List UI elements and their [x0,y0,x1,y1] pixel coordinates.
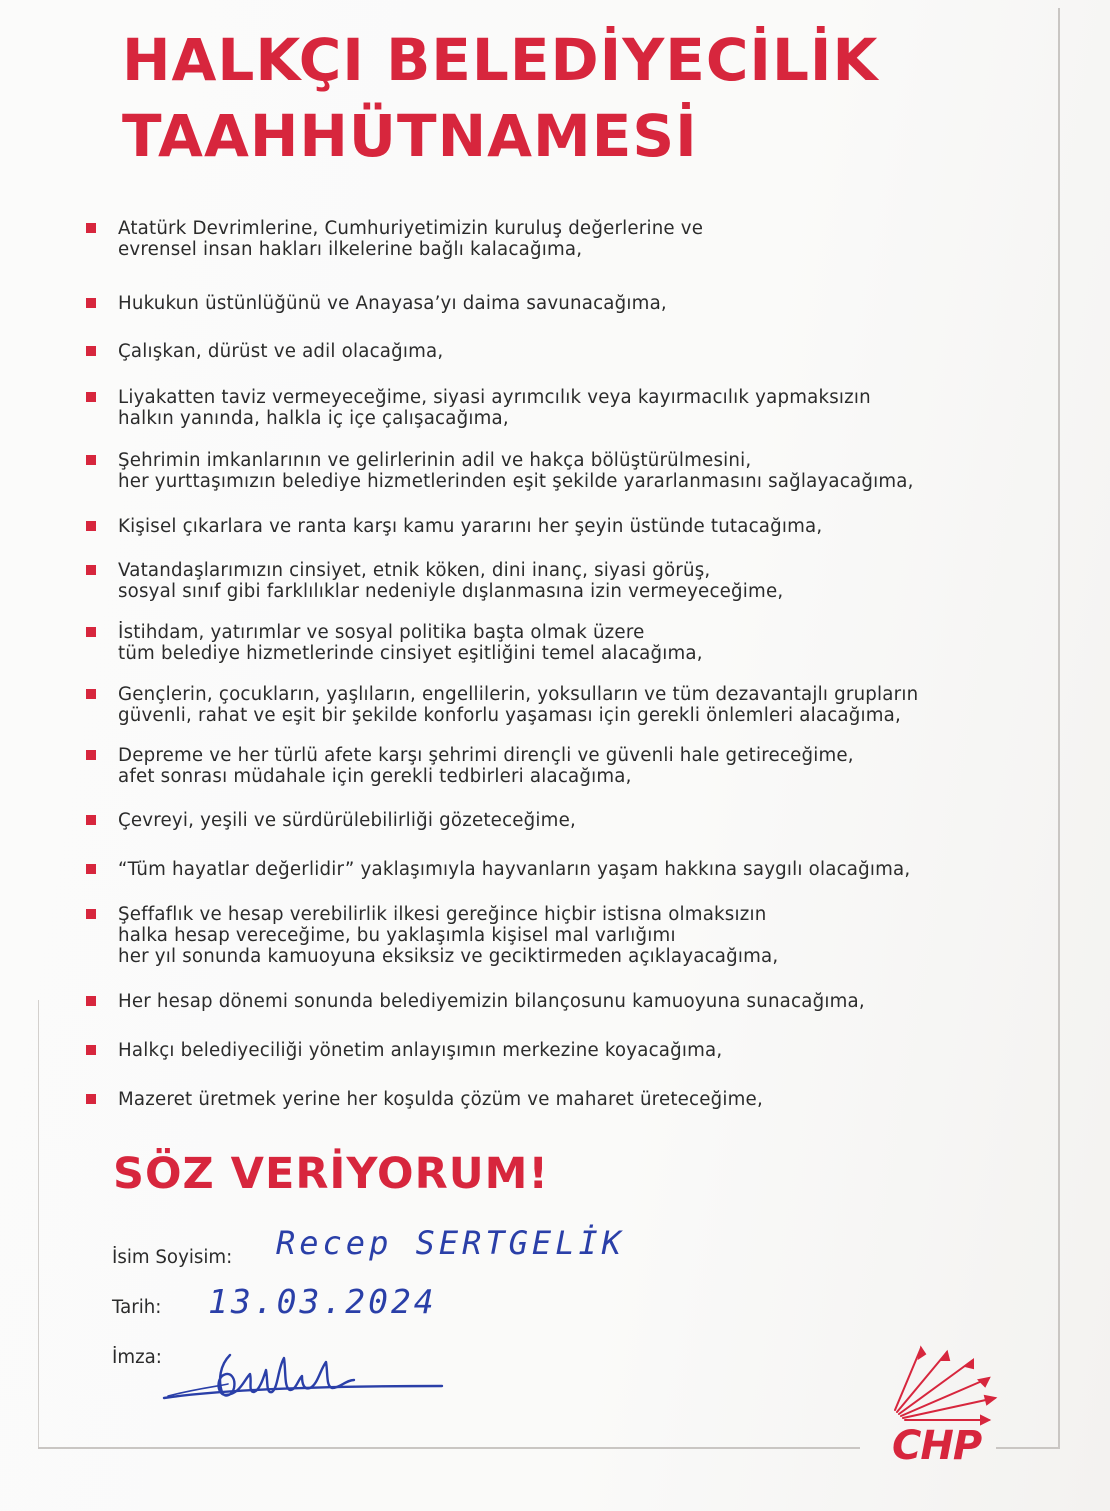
pledge-item [86,1089,763,1110]
party-logo-text: CHP [892,1423,982,1469]
pledge-text: Hukukun üstünlüğünü ve Anayasa’yı daima savunacağıma, [118,293,667,314]
pledge-item [86,516,822,537]
pledge-text: Depreme ve her türlü afete karşı şehrimi dirençli ve güvenli hale getireceğime, afet sonrası müdahale için gerekli tedbirleri alacağıma, [118,745,854,787]
pledge-text: Halkçı belediyeciliği yönetim anlayışımın merkezine koyacağıma, [118,1040,723,1061]
name-label: İsim Soyisim: [112,1247,233,1268]
bullet-square-icon [86,815,96,825]
bullet-square-icon [86,1094,96,1104]
pledge-text: Mazeret üretmek yerine her koşulda çözüm ve maharet üreteceğime, [118,1089,763,1110]
bullet-square-icon [86,346,96,356]
bullet-square-icon [86,909,96,919]
pledge-text: Her hesap dönemi sonunda belediyemizin bilançosunu kamuoyuna sunacağıma, [118,991,865,1012]
signature-label: İmza: [112,1347,162,1368]
pledge-item [86,387,871,429]
pledge-text: Şehrimin imkanlarının ve gelirlerinin adil ve hakça bölüştürülmesini, her yurttaşımızın belediye hizmetlerinden eşit şekilde yararlanmasını sağlayacağıma, [118,450,914,492]
pledge-item [86,904,778,967]
bullet-square-icon [86,223,96,233]
pledge-item [86,341,443,362]
bullet-square-icon [86,298,96,308]
date-handwritten-value: 13.03.2024 [208,1282,437,1321]
pledge-text: Atatürk Devrimlerine, Cumhuriyetimizin kuruluş değerlerine ve evrensel insan hakları ilkelerine bağlı kalacağıma, [118,218,704,260]
pledge-item [86,991,865,1012]
frame-line-left [38,1000,39,1448]
pledge-text: Vatandaşlarımızın cinsiyet, etnik köken, dini inanç, siyasi görüş, sosyal sınıf gibi farklılıklar nedeniyle dışlanmasına izin vermeyeceğime, [118,560,784,602]
pledge-text: Liyakatten taviz vermeyeceğime, siyasi ayrımcılık veya kayırmacılık yapmaksızın halkın yanında, halkla iç içe çalışacağıma, [118,387,871,429]
bullet-square-icon [86,1045,96,1055]
pledge-item [86,293,667,314]
pledge-text: İstihdam, yatırımlar ve sosyal politika başta olmak üzere tüm belediye hizmetlerinde cinsiyet eşitliğini temel alacağıma, [118,622,703,664]
pledge-text: Çevreyi, yeşili ve sürdürülebilirliği gözeteceğime, [118,810,576,831]
bullet-square-icon [86,565,96,575]
pledge-item [86,560,783,602]
pledge-text: Çalışkan, dürüst ve adil olacağıma, [118,341,444,362]
pledge-text: Gençlerin, çocukların, yaşlıların, engellilerin, yoksulların ve tüm dezavantajlı grupların güvenli, rahat ve eşit bir şekilde konforlu yaşaması için gerekli önlemleri alacağıma, [118,684,919,726]
frame-line-bottom [38,1447,860,1449]
pledge-item [86,745,854,787]
title-line-2: TAAHHÜTNAMESİ [122,102,698,170]
bullet-square-icon [86,996,96,1006]
bullet-square-icon [86,864,96,874]
frame-line-bottom-right [996,1447,1060,1449]
closing-statement: SÖZ VERİYORUM! [113,1149,550,1199]
pledge-item [86,810,576,831]
pledge-item [86,450,914,492]
bullet-square-icon [86,627,96,637]
pledge-item [86,218,703,260]
bullet-square-icon [86,392,96,402]
pledge-text: Şeffaflık ve hesap verebilirlik ilkesi gereğince hiçbir istisna olmaksızın halka hesap vereceğime, bu yaklaşımla kişisel mal varlığımı her yıl sonunda kamuoyuna eksiksiz ve geciktirmeden açıklayacağıma, [118,904,779,967]
pledge-text: “Tüm hayatlar değerlidir” yaklaşımıyla hayvanların yaşam hakkına saygılı olacağıma, [118,859,911,880]
signature-icon [160,1340,450,1410]
bullet-square-icon [86,455,96,465]
date-label: Tarih: [112,1297,162,1318]
bullet-square-icon [86,750,96,760]
pledge-item [86,1040,722,1061]
pledge-text: Kişisel çıkarlara ve ranta karşı kamu yararını her şeyin üstünde tutacağıma, [118,516,823,537]
name-handwritten-value: Recep SERTGELİK [276,1224,625,1262]
pledge-item [86,859,910,880]
title-line-1: HALKÇI BELEDİYECİLİK [122,26,879,94]
bullet-square-icon [86,521,96,531]
frame-line-right [1058,8,1060,1448]
document-title [122,22,878,174]
pledge-item [86,622,703,664]
pledge-item [86,684,918,726]
bullet-square-icon [86,689,96,699]
